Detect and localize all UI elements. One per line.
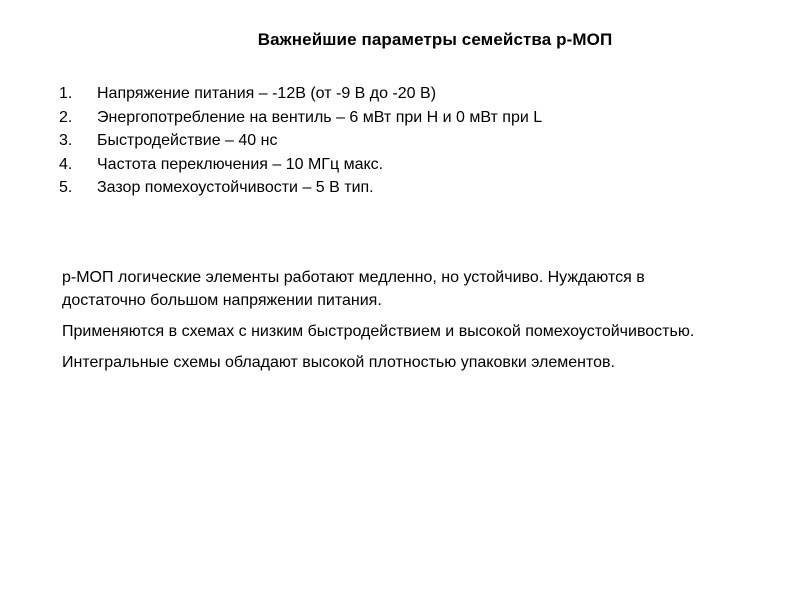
list-item-number: 2. xyxy=(59,108,73,126)
list-item-text: Энергопотребление на вентиль – 6 мВт при Н и 0 мВт при L xyxy=(97,108,543,126)
list-item-text: Напряжение питания – -12В (от -9 В до -20 В) xyxy=(97,85,437,102)
list-item-text: Зазор помехоустойчивости – 5 В тип. xyxy=(97,179,374,196)
list-item xyxy=(59,82,542,106)
note-paragraph: Интегральные схемы обладают высокой плотностью упаковки элементов. xyxy=(62,354,615,371)
list-item-text: Быстродействие – 40 нс xyxy=(97,132,278,149)
note-paragraph: Применяются в схемах с низким быстродействием и высокой помехоустойчивостью. xyxy=(62,323,695,340)
list-item xyxy=(59,106,542,130)
list-item-number: 4. xyxy=(59,155,73,173)
note-paragraph: р-МОП логические элементы работают медленно, но устойчиво. Нуждаются в достаточно большом напряжении питания. xyxy=(62,269,645,309)
slide-title: Важнейшие параметры семейства р-МОП xyxy=(257,30,613,49)
list-item xyxy=(59,129,542,153)
list-item-text: Частота переключения – 10 МГц макс. xyxy=(97,155,384,173)
list-item-number: 5. xyxy=(59,179,73,196)
list-item xyxy=(59,176,542,200)
list-item xyxy=(59,153,542,177)
list-item-number: 1. xyxy=(59,85,73,102)
parameters-list xyxy=(59,82,542,200)
notes-section xyxy=(62,266,722,382)
list-item-number: 3. xyxy=(59,132,73,149)
